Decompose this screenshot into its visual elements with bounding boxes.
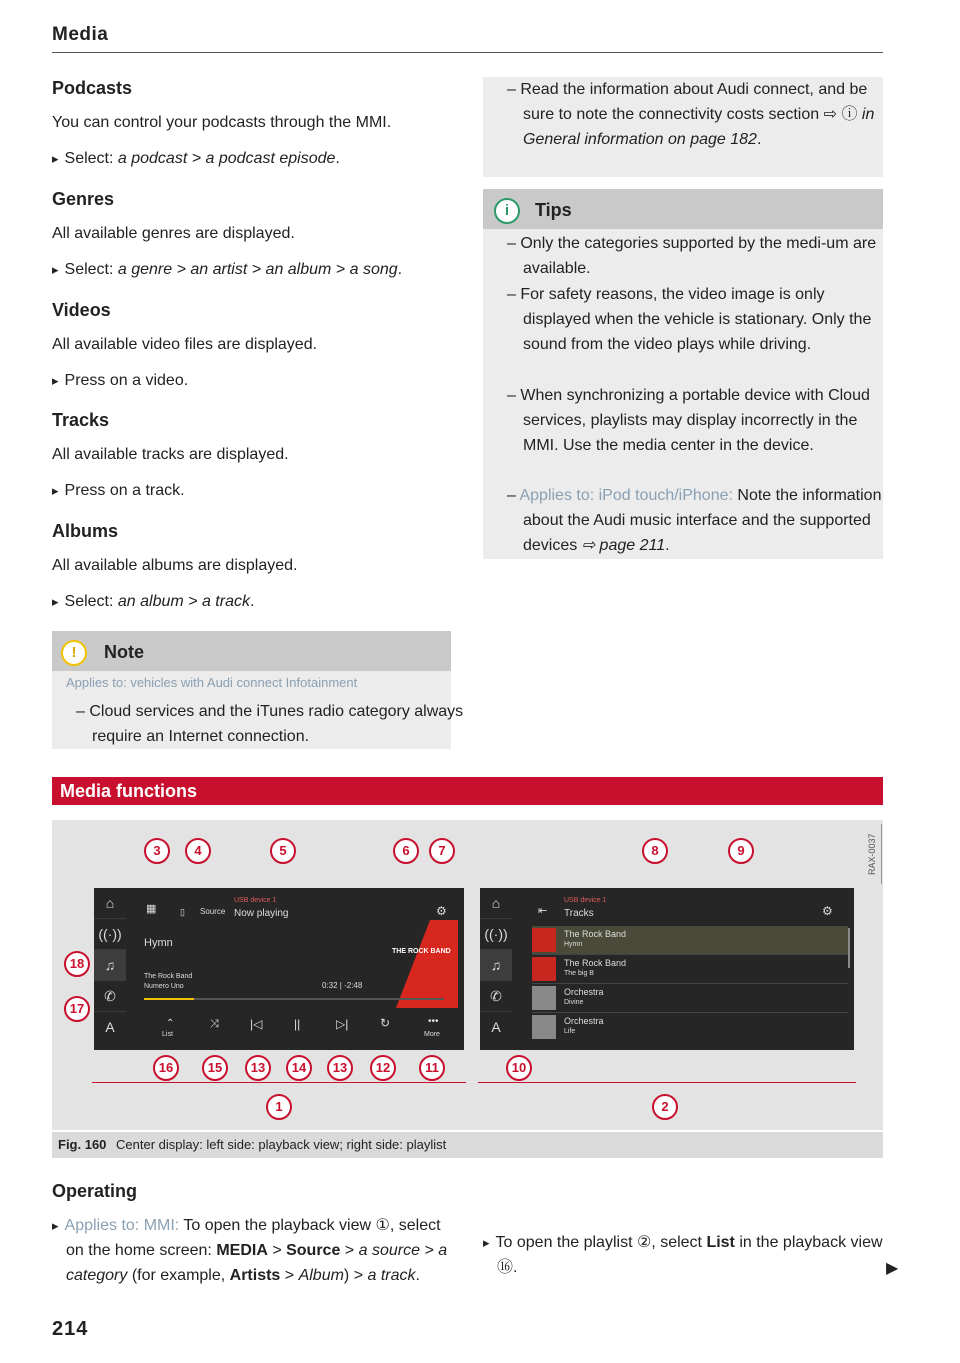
page-number: 214: [52, 1318, 89, 1340]
list-item[interactable]: [532, 926, 848, 955]
note-title: Note: [104, 642, 144, 662]
callout-2: 2: [652, 1094, 678, 1120]
album-cover: [396, 920, 458, 1008]
tracks-step: ▸ Press on a track.: [52, 478, 452, 503]
list-item[interactable]: [532, 1013, 848, 1041]
callout-7: 7: [429, 838, 455, 864]
podcasts-step: ▸ Select: a podcast > a podcast episode.: [52, 146, 452, 171]
album-name: Numero Uno: [144, 983, 184, 990]
next-page-arrow-icon: ▶: [886, 1260, 899, 1277]
track-thumbnail: [532, 986, 556, 1010]
operating-heading: Operating: [52, 1181, 138, 1201]
settings-icon[interactable]: ⚙: [822, 904, 833, 918]
navigation-icon[interactable]: A: [105, 1019, 115, 1035]
track-thumbnail: [532, 957, 556, 981]
track-artist: Orchestra: [564, 987, 604, 997]
operating-step-2: ▸ To open the playlist ②, select List in the playback view ⑯.: [483, 1230, 887, 1280]
figure-caption-text: Center display: left side: playback view; right side: playlist: [116, 1137, 447, 1152]
albums-heading: Albums: [52, 521, 119, 541]
callout-15: 15: [202, 1055, 228, 1081]
list-button[interactable]: List: [162, 1031, 173, 1038]
callout-6: 6: [393, 838, 419, 864]
playlist-source-label: USB device 1: [564, 897, 607, 904]
callout-12: 12: [370, 1055, 396, 1081]
videos-text: All available video files are displayed.: [52, 336, 318, 353]
source-small-label: USB device 1: [234, 897, 277, 904]
videos-step: ▸ Press on a video.: [52, 368, 452, 393]
section-title-bar: Media functions: [52, 777, 883, 805]
tracks-heading: Tracks: [52, 410, 110, 430]
genres-text: All available genres are displayed.: [52, 225, 295, 242]
time-readout: 0:32 | -2:48: [322, 981, 363, 990]
home-icon[interactable]: ⌂: [94, 888, 126, 919]
callout-13b: 13: [327, 1055, 353, 1081]
note-box: [52, 631, 464, 749]
music-icon[interactable]: ♫: [480, 950, 512, 981]
chevron-up-icon[interactable]: ⌃: [166, 1018, 175, 1029]
warning-icon: !: [61, 640, 87, 666]
genres-heading: Genres: [52, 189, 115, 209]
previous-icon[interactable]: |◁: [250, 1017, 263, 1031]
next-icon[interactable]: ▷|: [336, 1017, 349, 1031]
phone-icon[interactable]: ✆: [480, 981, 512, 1012]
album-cover-text: THE ROCK BAND: [392, 948, 451, 955]
grid-icon[interactable]: ▦: [146, 903, 157, 915]
track-title: The big B: [564, 970, 594, 977]
navigation-icon[interactable]: A: [491, 1019, 501, 1035]
bracket-line-right: [478, 1082, 856, 1083]
scrollbar[interactable]: [848, 928, 850, 968]
callout-16: 16: [153, 1055, 179, 1081]
track-thumbnail: [532, 1015, 556, 1039]
callout-13a: 13: [245, 1055, 271, 1081]
tips-item-4: – Applies to: iPod touch/iPhone: Note the information about the Audi music interface and the supported devices ⇨ page 211.: [507, 487, 882, 554]
tips-item-3: – When synchronizing a portable device with Cloud services, playlists may display incorrectly in the MMI. Use the media center in the device.: [507, 387, 870, 454]
playlist-title: Tracks: [564, 908, 594, 919]
callout-5: 5: [270, 838, 296, 864]
callout-18: 18: [64, 951, 90, 977]
callout-1: 1: [266, 1094, 292, 1120]
track-thumbnail: [532, 928, 556, 952]
figure-caption: [52, 1132, 883, 1158]
home-icon[interactable]: ⌂: [480, 888, 512, 919]
track-title: Life: [564, 1028, 576, 1035]
callout-4: 4: [185, 838, 211, 864]
callout-11: 11: [419, 1055, 445, 1081]
albums-step: ▸ Select: an album > a track.: [52, 589, 452, 614]
callout-3: 3: [144, 838, 170, 864]
song-title: Hymn: [144, 937, 173, 949]
source-button[interactable]: Source: [200, 907, 226, 916]
track-title: Divine: [564, 999, 584, 1006]
page-header-title: Media: [52, 24, 109, 45]
list-item[interactable]: [532, 984, 848, 1013]
tips-box: [483, 189, 883, 559]
radio-icon[interactable]: ((·)): [480, 919, 512, 950]
callout-10: 10: [506, 1055, 532, 1081]
progress-track[interactable]: [144, 998, 444, 1000]
settings-icon[interactable]: ⚙: [436, 904, 447, 918]
shuffle-icon[interactable]: ⤨: [210, 1018, 219, 1030]
connect-box: [483, 77, 883, 177]
connect-text: – Read the information about Audi connect, and be sure to note the connectivity costs section ⇨ ⓘ in General information on page 182.: [507, 81, 875, 148]
figure-code: RAX-0037: [867, 824, 882, 884]
usb-icon: ▯: [180, 907, 185, 917]
artist-name: The Rock Band: [144, 973, 193, 980]
note-item: – Cloud services and the iTunes radio category always require an Internet connection.: [76, 703, 464, 745]
bracket-line-left: [92, 1082, 466, 1083]
back-icon[interactable]: ⇤: [538, 905, 548, 917]
callout-8: 8: [642, 838, 668, 864]
callout-14: 14: [286, 1055, 312, 1081]
track-artist: Orchestra: [564, 1016, 604, 1026]
playback-screen: [94, 888, 464, 1050]
tips-item-1: – Only the categories supported by the medi-um are available.: [507, 235, 877, 277]
pause-icon[interactable]: ||: [294, 1017, 301, 1031]
genres-step: ▸ Select: a genre > an artist > an album > a song.: [52, 257, 452, 282]
tips-item-2: – For safety reasons, the video image is only displayed when the vehicle is stationary. Only the sound from the video plays while driving.: [507, 286, 872, 353]
callout-17: 17: [64, 996, 90, 1022]
now-playing-label: Now playing: [234, 908, 289, 919]
more-dots-icon[interactable]: •••: [428, 1016, 439, 1027]
tracks-text: All available tracks are displayed.: [52, 446, 289, 463]
phone-icon[interactable]: ✆: [94, 981, 126, 1012]
figure-caption-label: Fig. 160: [58, 1137, 107, 1152]
track-artist: The Rock Band: [564, 958, 627, 968]
callout-9: 9: [728, 838, 754, 864]
tips-title: Tips: [535, 200, 572, 220]
playlist-screen: [480, 888, 854, 1050]
albums-text: All available albums are displayed.: [52, 557, 298, 574]
note-applies: Applies to: vehicles with Audi connect Infotainment: [66, 675, 358, 690]
progress-fill: [144, 998, 194, 1000]
videos-heading: Videos: [52, 300, 111, 320]
more-button[interactable]: More: [424, 1031, 440, 1038]
radio-icon[interactable]: ((·)): [94, 919, 126, 950]
header-rule: [52, 52, 883, 53]
figure-panel: [52, 820, 883, 1130]
operating-step-1: ▸ Applies to: MMI: To open the playback view ①, select on the home screen: MEDIA > Source > a source > a category (for example, Artists > Album) > a track.: [52, 1213, 461, 1288]
list-item[interactable]: [532, 955, 848, 984]
info-icon: i: [494, 198, 520, 224]
music-icon[interactable]: ♫: [94, 950, 126, 981]
repeat-icon[interactable]: ↻: [380, 1016, 391, 1030]
podcasts-heading: Podcasts: [52, 78, 133, 98]
track-artist: The Rock Band: [564, 929, 627, 939]
podcasts-text: You can control your podcasts through the MMI.: [52, 114, 392, 131]
track-title: Hymn: [564, 941, 583, 948]
